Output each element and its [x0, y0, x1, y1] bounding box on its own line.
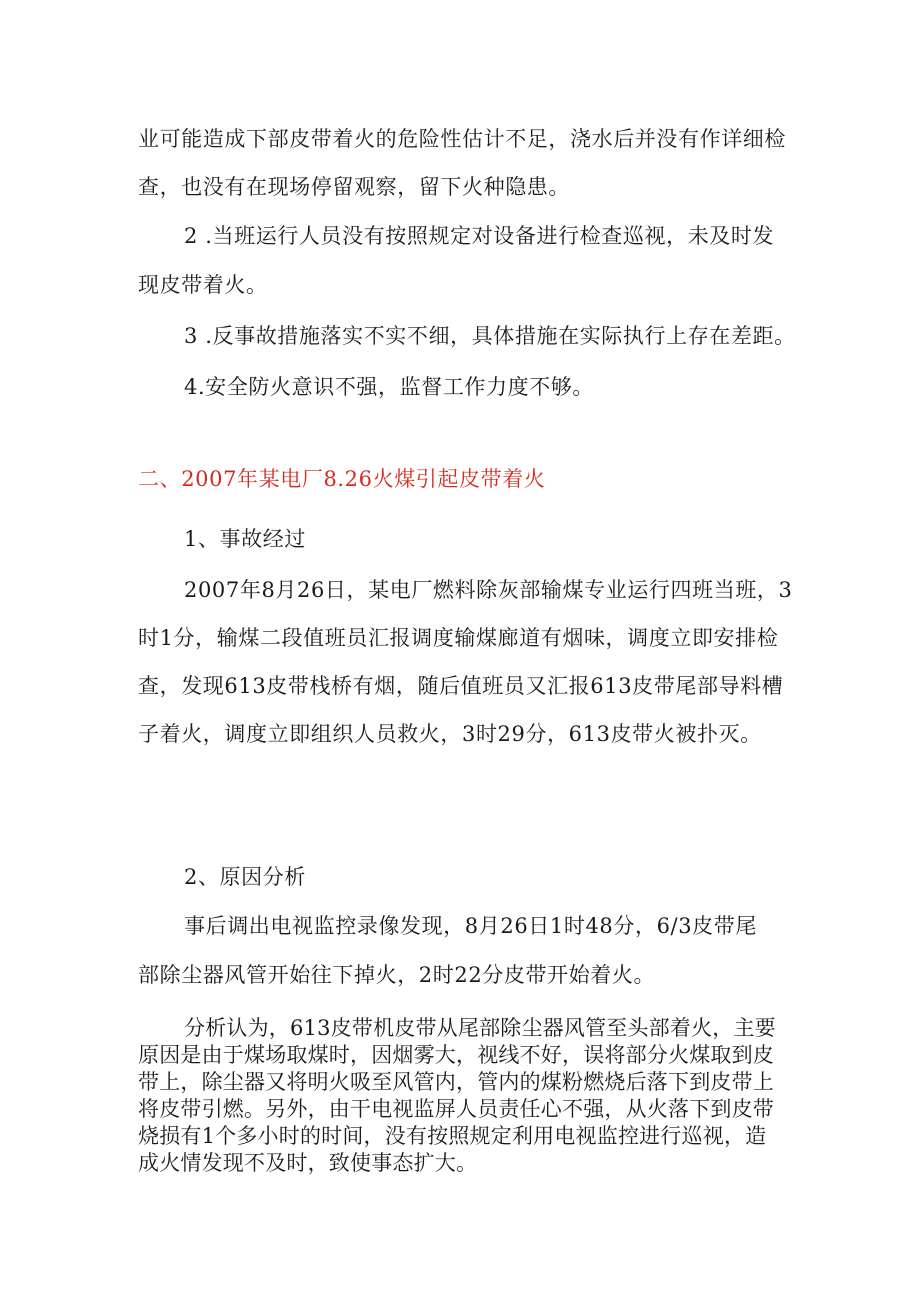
analysis-line: 成火情发现不及时，致使事态扩大。	[138, 1151, 478, 1175]
accident-line: 时1分，输煤二段值班员汇报调度输煤廊道有烟味，调度立即安排检	[138, 626, 779, 650]
cause-line: 部除尘器风管开始往下掉火，2时22分皮带开始着火。	[138, 963, 656, 987]
analysis-line: 将皮带引燃。另外，由干电视监屏人员责任心不强，从火落下到皮带	[138, 1097, 774, 1121]
subheading-accident: 1、事故经过	[184, 527, 306, 551]
cause-line: 事后调出电视监控录像发现，8月26日1时48分，6/3皮带尾	[184, 914, 757, 938]
subheading-cause: 2、原因分析	[184, 865, 306, 889]
analysis-line: 烧损有1个多小时的时间，没有按照规定利用电视监控进行巡视，造	[138, 1124, 767, 1148]
analysis-line: 原因是由于煤场取煤时，因烟雾大，视线不好，误将部分火煤取到皮	[138, 1043, 774, 1067]
accident-line: 子着火，调度立即组织人员救火，3时29分，613皮带火被扑灭。	[138, 722, 762, 746]
list-item-4: 4.安全防火意识不强，监督工作力度不够。	[184, 375, 595, 399]
section-title: 二、2007年某电厂8.26火煤引起皮带着火	[138, 467, 546, 491]
list-item-2-line: 2 .当班运行人员没有按照规定对设备进行检查巡视，未及时发	[184, 224, 775, 248]
paragraph-line: 查，也没有在现场停留观察，留下火种隐患。	[138, 175, 570, 199]
accident-line: 查，发现613皮带栈桥有烟，随后值班员又汇报613皮带尾部导料槽	[138, 674, 784, 698]
analysis-line: 带上，除尘器又将明火吸至风管内，管内的煤粉燃烧后落下到皮带上	[138, 1070, 774, 1094]
list-item-2-line: 现皮带着火。	[138, 273, 268, 297]
analysis-line: 分析认为，613皮带机皮带从尾部除尘器风管至头部着火，主要	[184, 1016, 776, 1040]
paragraph-line: 业可能造成下部皮带着火的危险性估计不足，浇水后并没有作详细检	[138, 127, 786, 151]
accident-line: 2007年8月26日，某电厂燃料除灰部输煤专业运行四班当班，3	[184, 578, 793, 602]
list-item-3: 3 .反事故措施落实不实不细，具体措施在实际执行上存在差距。	[184, 324, 796, 348]
